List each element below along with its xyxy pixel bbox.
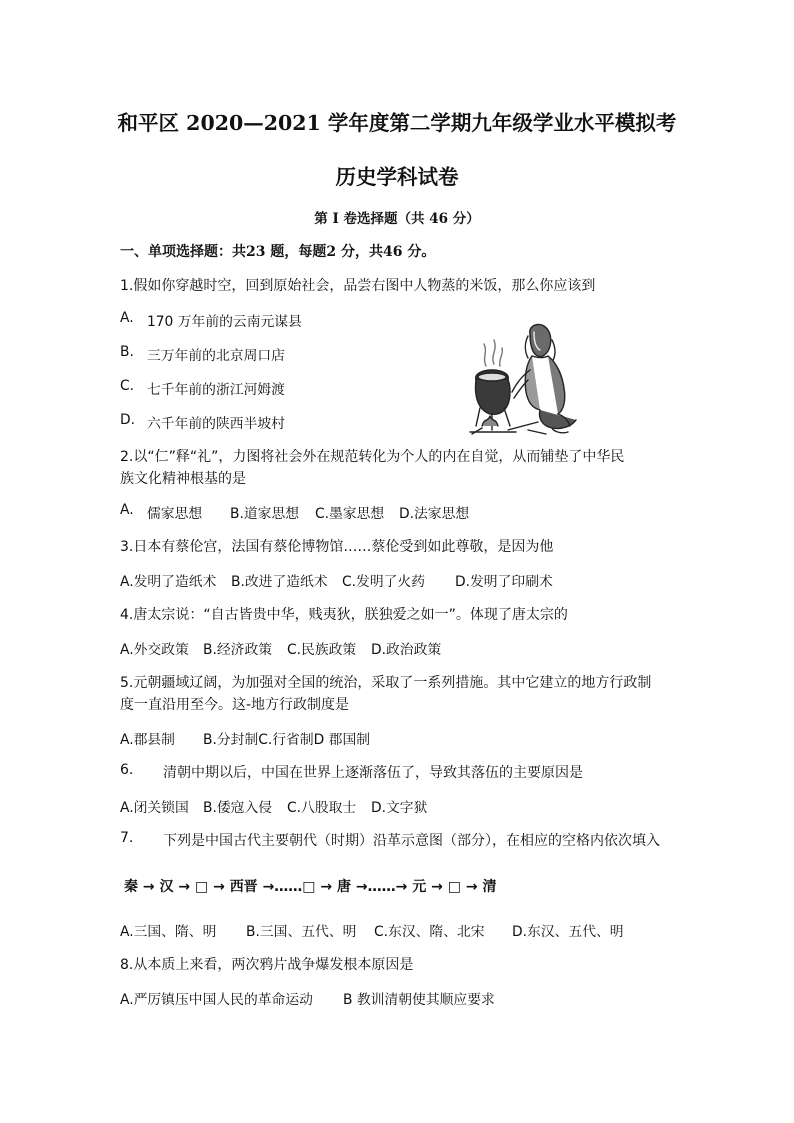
q8-option-b: B 教训清朝使其顺应要求 — [343, 992, 495, 1008]
q5-option-bcd: B.分封制C.行省制D 郡国制 — [203, 732, 371, 748]
q7-option-c: C.东汉、隋、北宋 — [374, 924, 485, 940]
q8-option-a: A.严厉镇压中国人民的革命运动 — [120, 992, 313, 1008]
chain-arrow: → — [320, 879, 333, 895]
question-6-number: 6. — [120, 762, 134, 778]
exam-title-line1: 和平区 2020—2021 学年度第二学期九年级学业水平模拟考 — [117, 111, 677, 135]
q1-option-a-label: A. — [120, 310, 134, 326]
question-6-stem: 清朝中期以后，中国在世界上逐渐落伍了，导致其落伍的主要原因是 — [163, 765, 583, 781]
dynasty-chain — [124, 876, 496, 896]
q1-option-d-label: D. — [120, 412, 136, 428]
chain-item: 清 — [482, 879, 497, 895]
chain-blank: □ — [447, 879, 461, 895]
question-5-stem-line2: 度一直沿用至今。这-地方行政制度是 — [120, 697, 350, 713]
q7-option-d: D.东汉、五代、明 — [512, 924, 624, 940]
q1-option-b-label: B. — [120, 344, 134, 360]
q6-option-a: A.闭关锁国 — [120, 800, 189, 816]
chain-item: 汉 — [159, 879, 174, 895]
q3-option-b: B.改进了造纸术 — [231, 574, 328, 590]
q3-option-d: D.发明了印刷术 — [455, 574, 553, 590]
chain-arrow-blank: →……□ — [262, 879, 316, 895]
q1-option-c: 七千年前的浙江河姆渡 — [147, 382, 285, 398]
primitive-man-cooking-illustration — [468, 322, 590, 438]
question-5-stem-line1: 5.元朝疆域辽阔，为加强对全国的统治，采取了一系列措施。其中它建立的地方行政制 — [120, 675, 652, 691]
q2-option-d: D.法家思想 — [399, 506, 470, 522]
q5-option-a: A.郡县制 — [120, 732, 175, 748]
question-8-stem: 8.从本质上来看，两次鸦片战争爆发根本原因是 — [120, 957, 414, 973]
chain-arrow: → — [178, 879, 191, 895]
question-2-stem-line1: 2.以“仁”释“礼”，力图将社会外在规范转化为个人的内在自觉，从而铺垫了中华民 — [120, 449, 625, 465]
q4-option-a: A.外交政策 — [120, 642, 189, 658]
q6-option-d: D.文字狱 — [371, 800, 428, 816]
chain-item: 西晋 — [229, 879, 258, 895]
exam-title-line2: 历史学科试卷 — [335, 165, 459, 189]
chain-arrow: → — [431, 879, 443, 895]
volume-heading: 第 I 卷选择题（共 46 分） — [314, 211, 480, 227]
q1-option-c-label: C. — [120, 378, 135, 394]
chain-arrow: → — [465, 879, 478, 895]
q2-option-a-label: A. — [120, 502, 134, 518]
question-4-stem: 4.唐太宗说：“自古皆贵中华，贱夷狄，朕独爱之如一”。体现了唐太宗的 — [120, 607, 568, 623]
q7-option-a: A.三国、隋、明 — [120, 924, 217, 940]
q7-option-b: B.三国、五代、明 — [246, 924, 357, 940]
q1-option-b: 三万年前的北京周口店 — [147, 348, 285, 364]
question-1-stem: 1.假如你穿越时空，回到原始社会，品尝右图中人物蒸的米饭，那么你应该到 — [120, 278, 596, 294]
chain-arrow: →……→ — [355, 879, 408, 895]
chain-blank: □ — [194, 879, 209, 895]
q3-option-a: A.发明了造纸术 — [120, 574, 217, 590]
chain-item: 唐 — [337, 879, 352, 895]
section-heading: 一、单项选择题：共23 题，每题2 分，共46 分。 — [120, 244, 436, 260]
q2-option-c: C.墨家思想 — [315, 506, 385, 522]
chain-arrow: → — [142, 879, 155, 895]
question-7-number: 7. — [120, 830, 134, 846]
question-2-stem-line2: 族文化精神根基的是 — [120, 471, 246, 487]
q2-option-b: B.道家思想 — [230, 506, 300, 522]
question-3-stem: 3.日本有蔡伦宫，法国有蔡伦博物馆……蔡伦受到如此尊敬，是因为他 — [120, 539, 554, 555]
q4-option-d: D.政治政策 — [371, 642, 442, 658]
q1-option-a: 170 万年前的云南元谋县 — [147, 314, 302, 330]
chain-arrow: → — [213, 879, 225, 895]
question-7-stem: 下列是中国古代主要朝代（时期）沿革示意图（部分），在相应的空格内依次填入 — [163, 833, 660, 849]
q6-option-b: B.倭寇入侵 — [203, 800, 273, 816]
q3-option-c: C.发明了火药 — [342, 574, 426, 590]
chain-item: 秦 — [124, 879, 138, 895]
q1-option-d: 六千年前的陕西半坡村 — [147, 416, 285, 432]
q4-option-c: C.民族政策 — [287, 642, 357, 658]
q6-option-c: C.八股取士 — [287, 800, 357, 816]
q4-option-b: B.经济政策 — [203, 642, 273, 658]
chain-item: 元 — [412, 879, 427, 895]
q2-option-a: 儒家思想 — [147, 506, 203, 522]
